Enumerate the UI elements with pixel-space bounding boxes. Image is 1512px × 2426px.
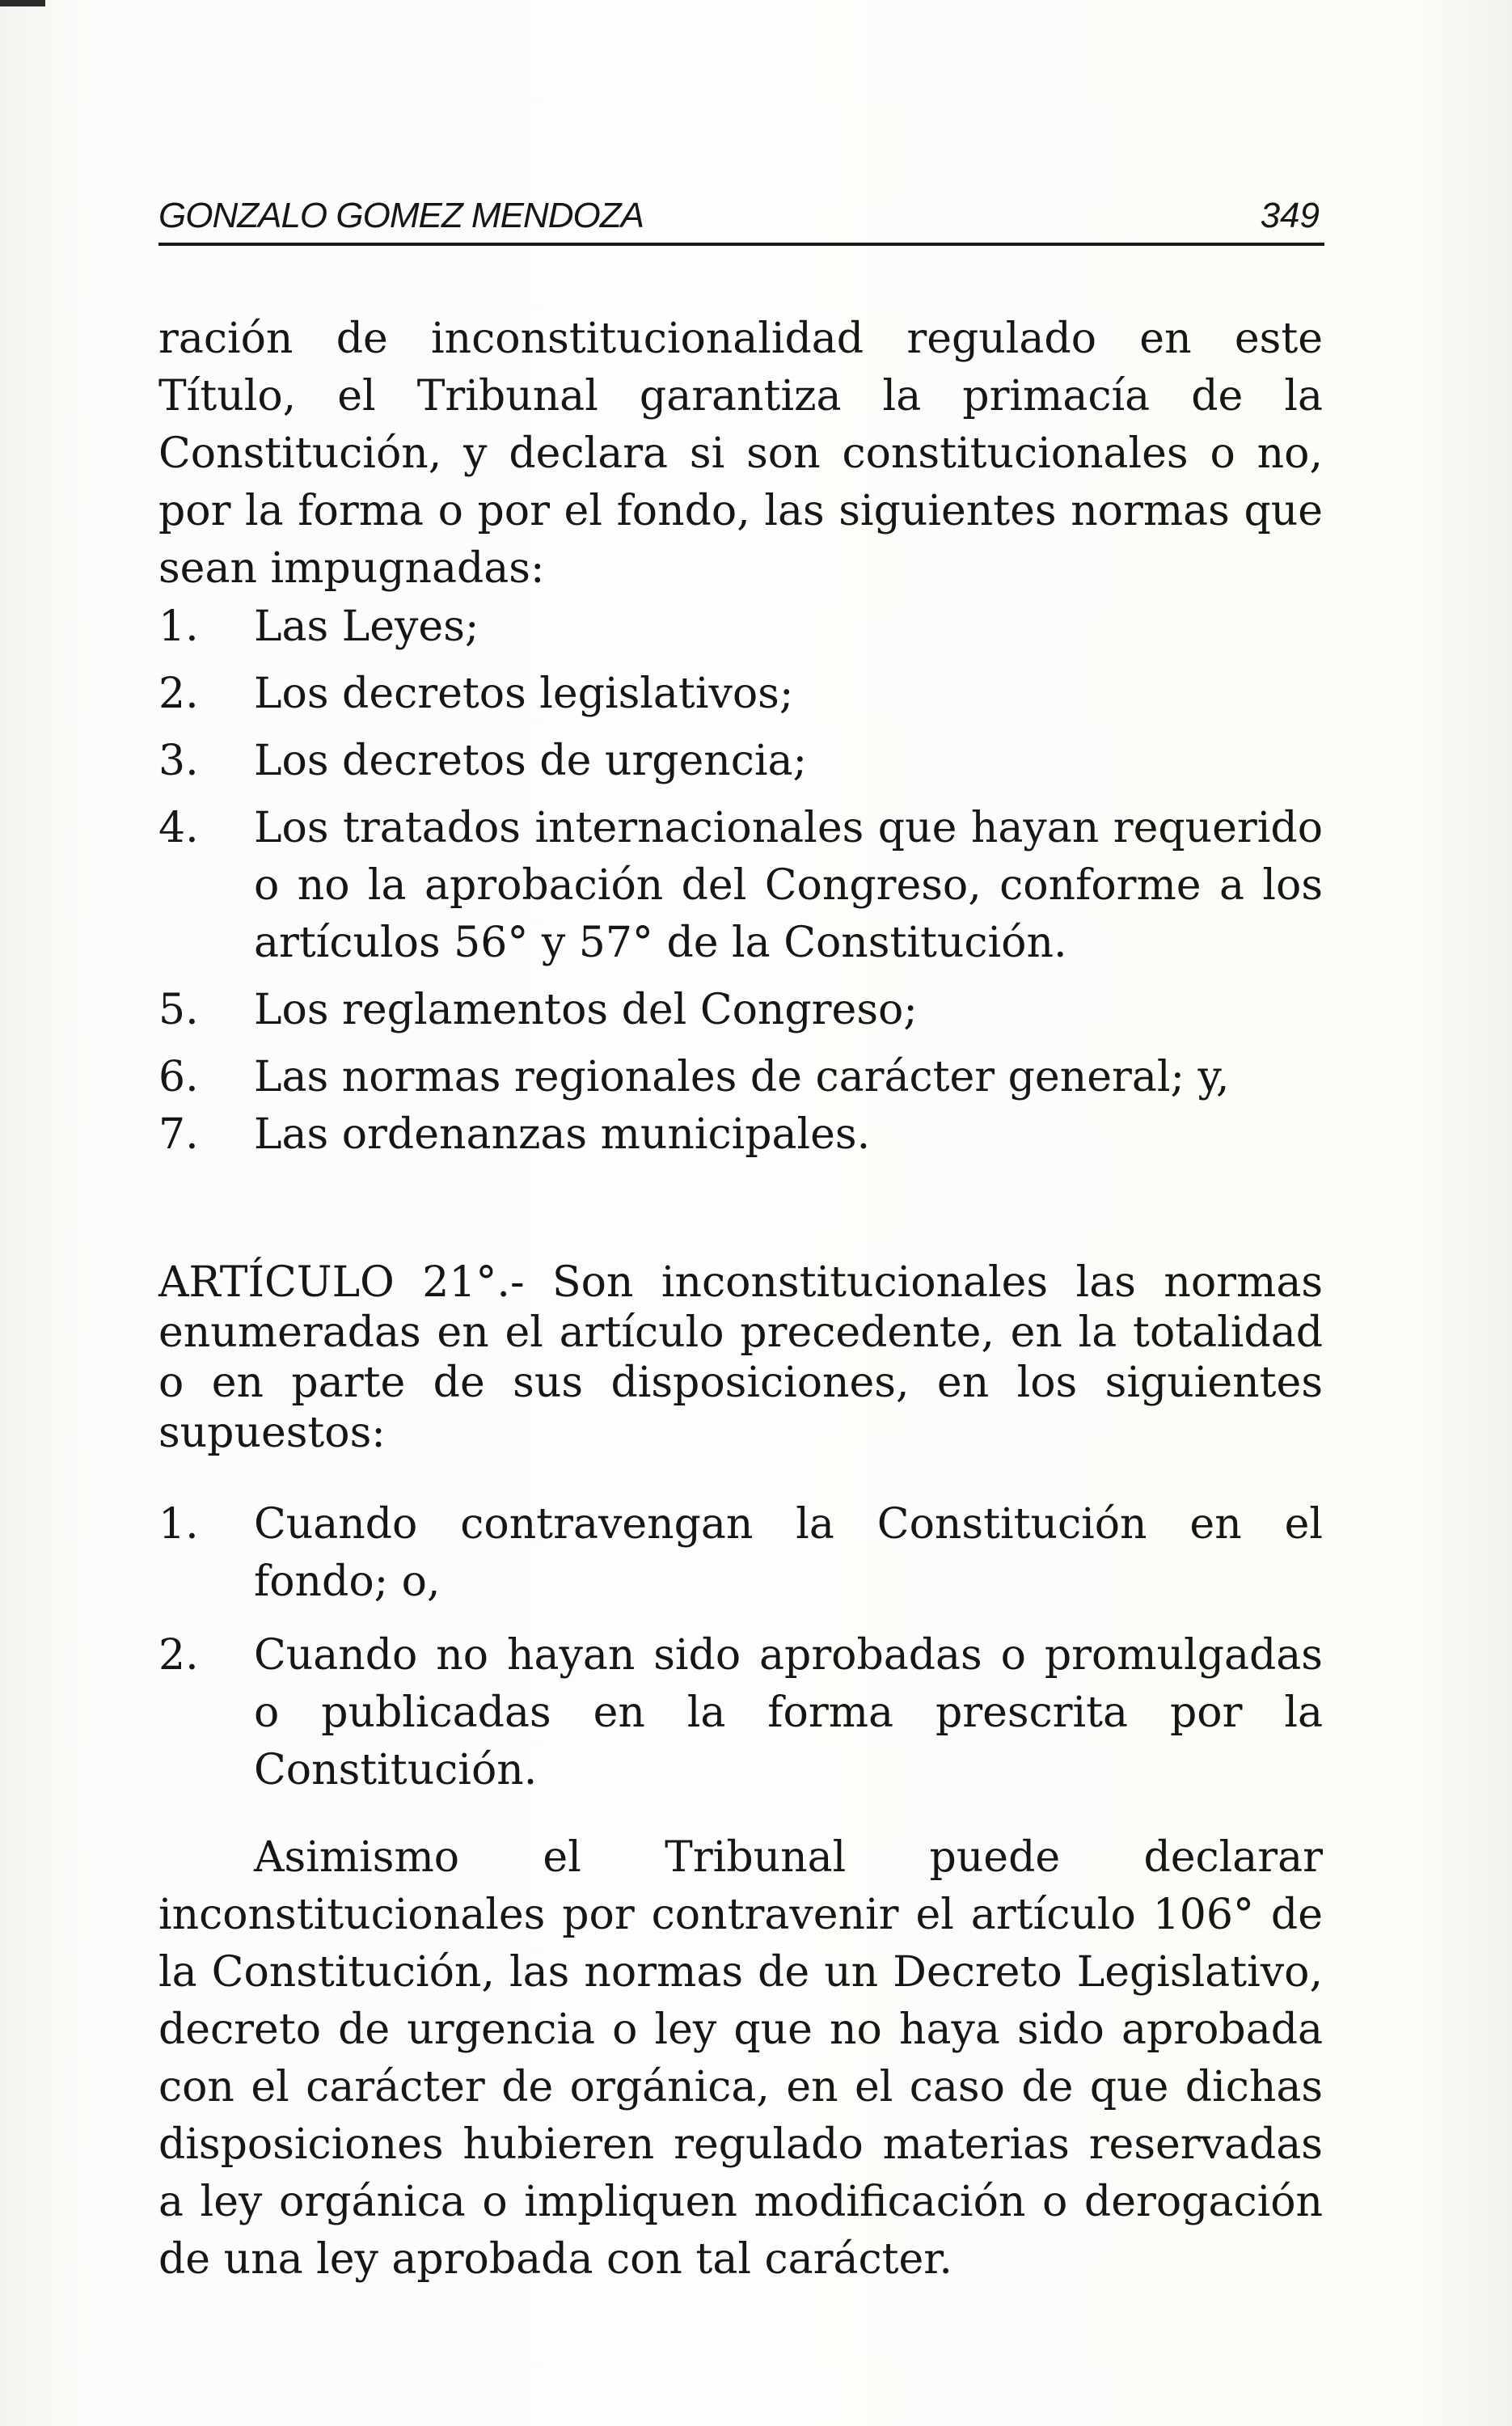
- list-item-text: Los tratados internacionales que hayan requerido o no la aprobación del Congreso, conforme a los artículos 56° y 57° de la Constitución.: [254, 804, 1323, 967]
- list-item: [158, 733, 1323, 790]
- list-item-number: 4.: [158, 804, 199, 852]
- running-header: [158, 192, 1324, 246]
- list-item: [158, 1627, 1323, 1799]
- list-item-text: Las Leyes;: [254, 602, 479, 651]
- list-item-text: Cuando contravengan la Constitución en el fondo; o,: [254, 1500, 1323, 1606]
- list-item-number: 1.: [158, 602, 199, 651]
- list-item-number: 3.: [158, 737, 199, 785]
- list-item: [158, 1106, 1323, 1164]
- list-item-text: Los decretos de urgencia;: [254, 737, 808, 785]
- list-item: [158, 1049, 1323, 1106]
- list-item-text: Las ordenanzas municipales.: [254, 1110, 871, 1159]
- scan-corner-mark: [0, 0, 45, 6]
- running-header-author: GONZALO GOMEZ MENDOZA: [158, 196, 644, 235]
- list-item: [158, 666, 1323, 723]
- list-item-text: Las normas regionales de carácter general; y,: [254, 1053, 1230, 1101]
- list-item-number: 2.: [158, 1631, 199, 1680]
- intro-paragraph: ración de inconstitucionalidad regulado en este Título, el Tribunal garantiza la primacía de la Constitución, y declara si son constitucionales o no, por la forma o por el fondo, las siguientes normas que sean impugnadas:: [158, 315, 1323, 593]
- list-item-text: Los reglamentos del Congreso;: [254, 986, 918, 1034]
- norms-list: [158, 598, 1323, 1164]
- cases-list: [158, 1496, 1323, 1799]
- list-item: [158, 598, 1323, 656]
- list-item-number: 5.: [158, 986, 199, 1034]
- list-item-text: Cuando no hayan sido aprobadas o promulgadas o publicadas en la forma prescrita por la Constitución.: [254, 1631, 1323, 1794]
- list-item-number: 2.: [158, 670, 199, 718]
- list-item: [158, 800, 1323, 972]
- list-item: [158, 1496, 1323, 1611]
- list-item-number: 1.: [158, 1500, 199, 1549]
- article-21-paragraph: ARTÍCULO 21°.- Son inconstitucionales las normas enumeradas en el artículo precedente, en la totalidad o en parte de sus disposiciones, en los siguientes supuestos:: [158, 1258, 1323, 1457]
- page-number: 349: [1260, 196, 1320, 235]
- final-paragraph: Asimismo el Tribunal puede declarar inconstitucionales por contravenir el artículo 106° de la Constitución, las normas de un Decreto Legislativo, decreto de urgencia o ley que no haya sido aprobada con el carácter de orgánica, en el caso de que dichas disposiciones hubieren regulado materias reservadas a ley orgánica o impliquen modificación o derogación de una ley aprobada con tal carácter.: [158, 1833, 1323, 2284]
- list-item-text: Los decretos legislativos;: [254, 670, 794, 718]
- list-item-number: 7.: [158, 1110, 199, 1159]
- list-item-number: 6.: [158, 1053, 199, 1101]
- list-item: [158, 982, 1323, 1039]
